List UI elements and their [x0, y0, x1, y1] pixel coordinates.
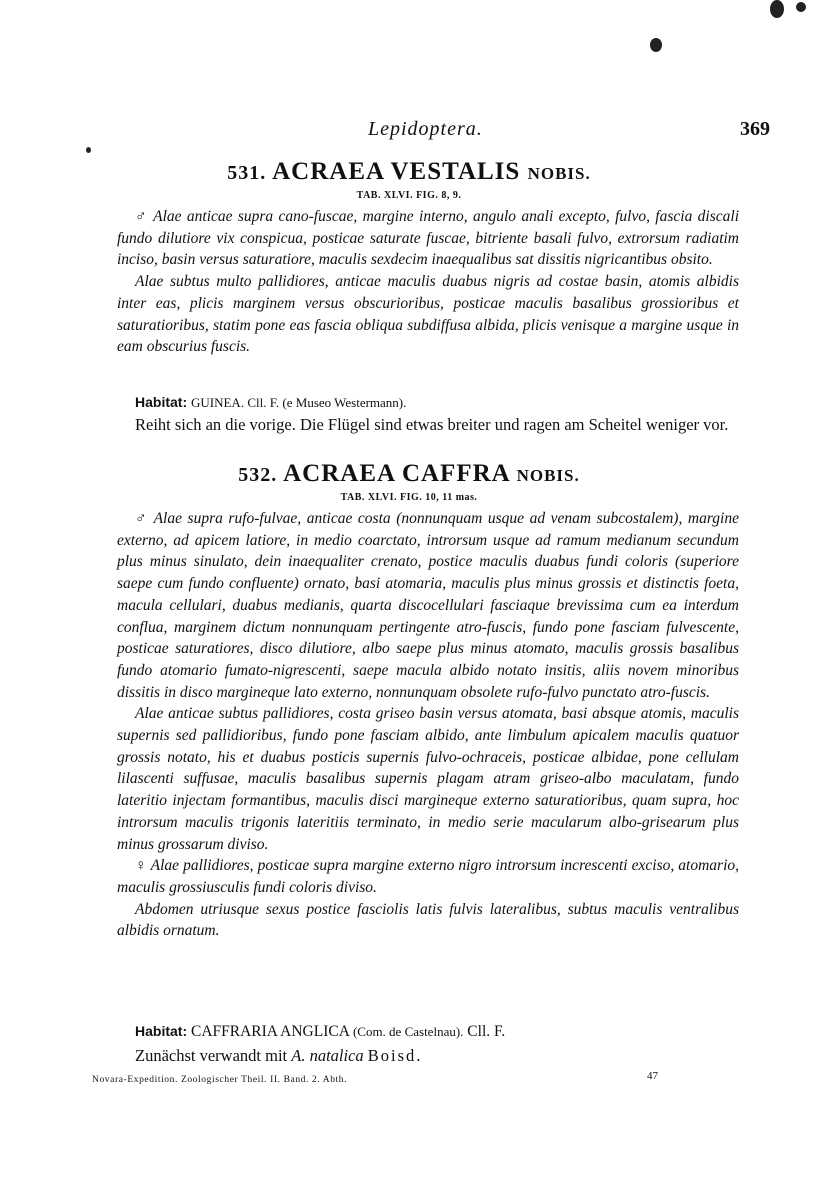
description-paragraph: Abdomen utriusque sexus postice fasciolis latis fulvis lateralibus, subtus maculis ventralibus albidis ornatum.: [117, 900, 739, 940]
species-author: Boisd.: [367, 1046, 423, 1065]
plate-reference: TAB. XLVI. FIG. 8, 9.: [356, 190, 462, 201]
description-paragraph: ♂ Alae anticae supra cano-fuscae, margine interno, angulo anali excepto, fulvo, fascia discali fundo dilutiore vix conspicua, posticae saturate fuscae, bitriente basali fulvo, extrorsum radiatim inciso, basin versus saturatiore, maculis sexdecim inaequalibus sat dissitis nigricantibus obsito.: [117, 208, 740, 269]
page-number: 369: [740, 118, 770, 140]
male-symbol: ♂: [135, 208, 149, 225]
species-number: 532.: [238, 464, 278, 486]
running-title: Lepidoptera.: [368, 118, 483, 140]
habitat-line: [117, 392, 757, 414]
footer-imprint: Novara-Expedition. Zoologischer Theil. II. Band. 2. Abth.: [92, 1075, 348, 1085]
description-paragraph: ♂ Alae supra rufo-fulvae, anticae costa (nonnunquam usque ad venam subcostalem), margine externo, ad apicem latiore, in medio coarctato, introrsum usque ad ramum medianum secundum plus minus sinulato, dein inaequaliter crenato, postice maculis duabus fundi coloris (superiore saepe cum fundo confluente) ornato, basi atomaria, maculis plus minus grossis et distinctis foeta, macula cellulari, duabus medianis, quarta discocellulari fasciaque brevissima cum ea interdum conflua, marginem dictum nonnunquam pertingente atro-fuscis, fundo pone fasciam fulvescente, posticae saturatiores, disco dilutiore, albo saepe plus minus atomato, maculis grossis basalibus fundo atomario fumato-nigrescenti, saepe macula albido notato insitis, aliis novem minoribus dissitis in disco margineque lato externo, nonnunquam obsolete rufo-fulvo punctato atro-fuscis.: [117, 510, 739, 701]
habitat-text: GUINEA. Cll. F. (e Museo Westermann).: [191, 395, 407, 410]
ink-blot: [650, 38, 662, 52]
species-heading: [0, 460, 818, 488]
species-name: ACRAEA CAFFRA: [283, 460, 510, 487]
remark: Zunächst verwandt mit A. natalica Boisd.: [135, 1046, 423, 1065]
habitat-label: Habitat:: [135, 394, 188, 410]
sheet-number: 47: [647, 1070, 658, 1082]
description-paragraph: Alae anticae subtus pallidiores, costa griseo basin versus atomata, basi absque atomis, maculis supernis sed pallidioribus, fundo pone fasciam albido, ante limbulum apicalem maculis quatuor grossis notato, his et duabus posticis supernis fulvo-ochraceis, posticae albidae, pone cellulam lilascenti suffusae, maculis basalibus supernis plagam atram griseo-albo maculatam, fundo lateritio injectam formantibus, maculis disci margineque externo saturatioribus, quam supra, hoc introrsum maculis trigonis lateritiis terminato, in medio serie macularum albo-grisearum plus minus grossarum diviso.: [117, 705, 739, 853]
description-paragraph: ♀ Alae pallidiores, posticae supra margine externo nigro introrsum increscenti exciso, atomario, maculis grossiusculis fundi coloris diviso.: [117, 857, 740, 896]
species-authority: NOBIS.: [516, 466, 580, 485]
habitat-text: CAFFRARIA ANGLICA: [191, 1023, 350, 1040]
species-number: 531.: [227, 162, 267, 184]
species-name: ACRAEA VESTALIS: [272, 158, 521, 185]
habitat-line: [117, 1021, 757, 1043]
male-symbol: ♂: [135, 510, 149, 527]
plate-reference: TAB. XLVI. FIG. 10, 11 mas.: [340, 492, 478, 503]
habitat-collection: Cll. F.: [467, 1023, 506, 1040]
female-symbol: ♀: [135, 857, 147, 875]
description-block: [117, 508, 739, 942]
habitat-label: Habitat:: [135, 1023, 188, 1039]
species-authority: NOBIS.: [527, 164, 591, 183]
ink-blot: [770, 0, 784, 18]
species-heading: [0, 158, 818, 186]
ink-blot: [796, 2, 806, 12]
habitat-note: (Com. de Castelnau).: [352, 1024, 464, 1039]
species-reference: A. natalica: [291, 1046, 364, 1065]
running-head: [90, 118, 770, 144]
remark: Reiht sich an die vorige. Die Flügel sind etwas breiter und ragen am Scheitel weniger vor.: [135, 415, 729, 434]
description-paragraph: Alae subtus multo pallidiores, anticae maculis duabus nigris ad costae basin, atomis albidis inter eas, plicis marginem versus obscurioribus, posticae maculis basalibus grossioribus et saturatioribus, statim pone eas fascia obliqua subdiffusa albida, plicis venisque a margine usque in eam obscurius fuscis.: [117, 273, 739, 356]
ink-dot: [86, 147, 91, 153]
description-block: [117, 206, 739, 358]
